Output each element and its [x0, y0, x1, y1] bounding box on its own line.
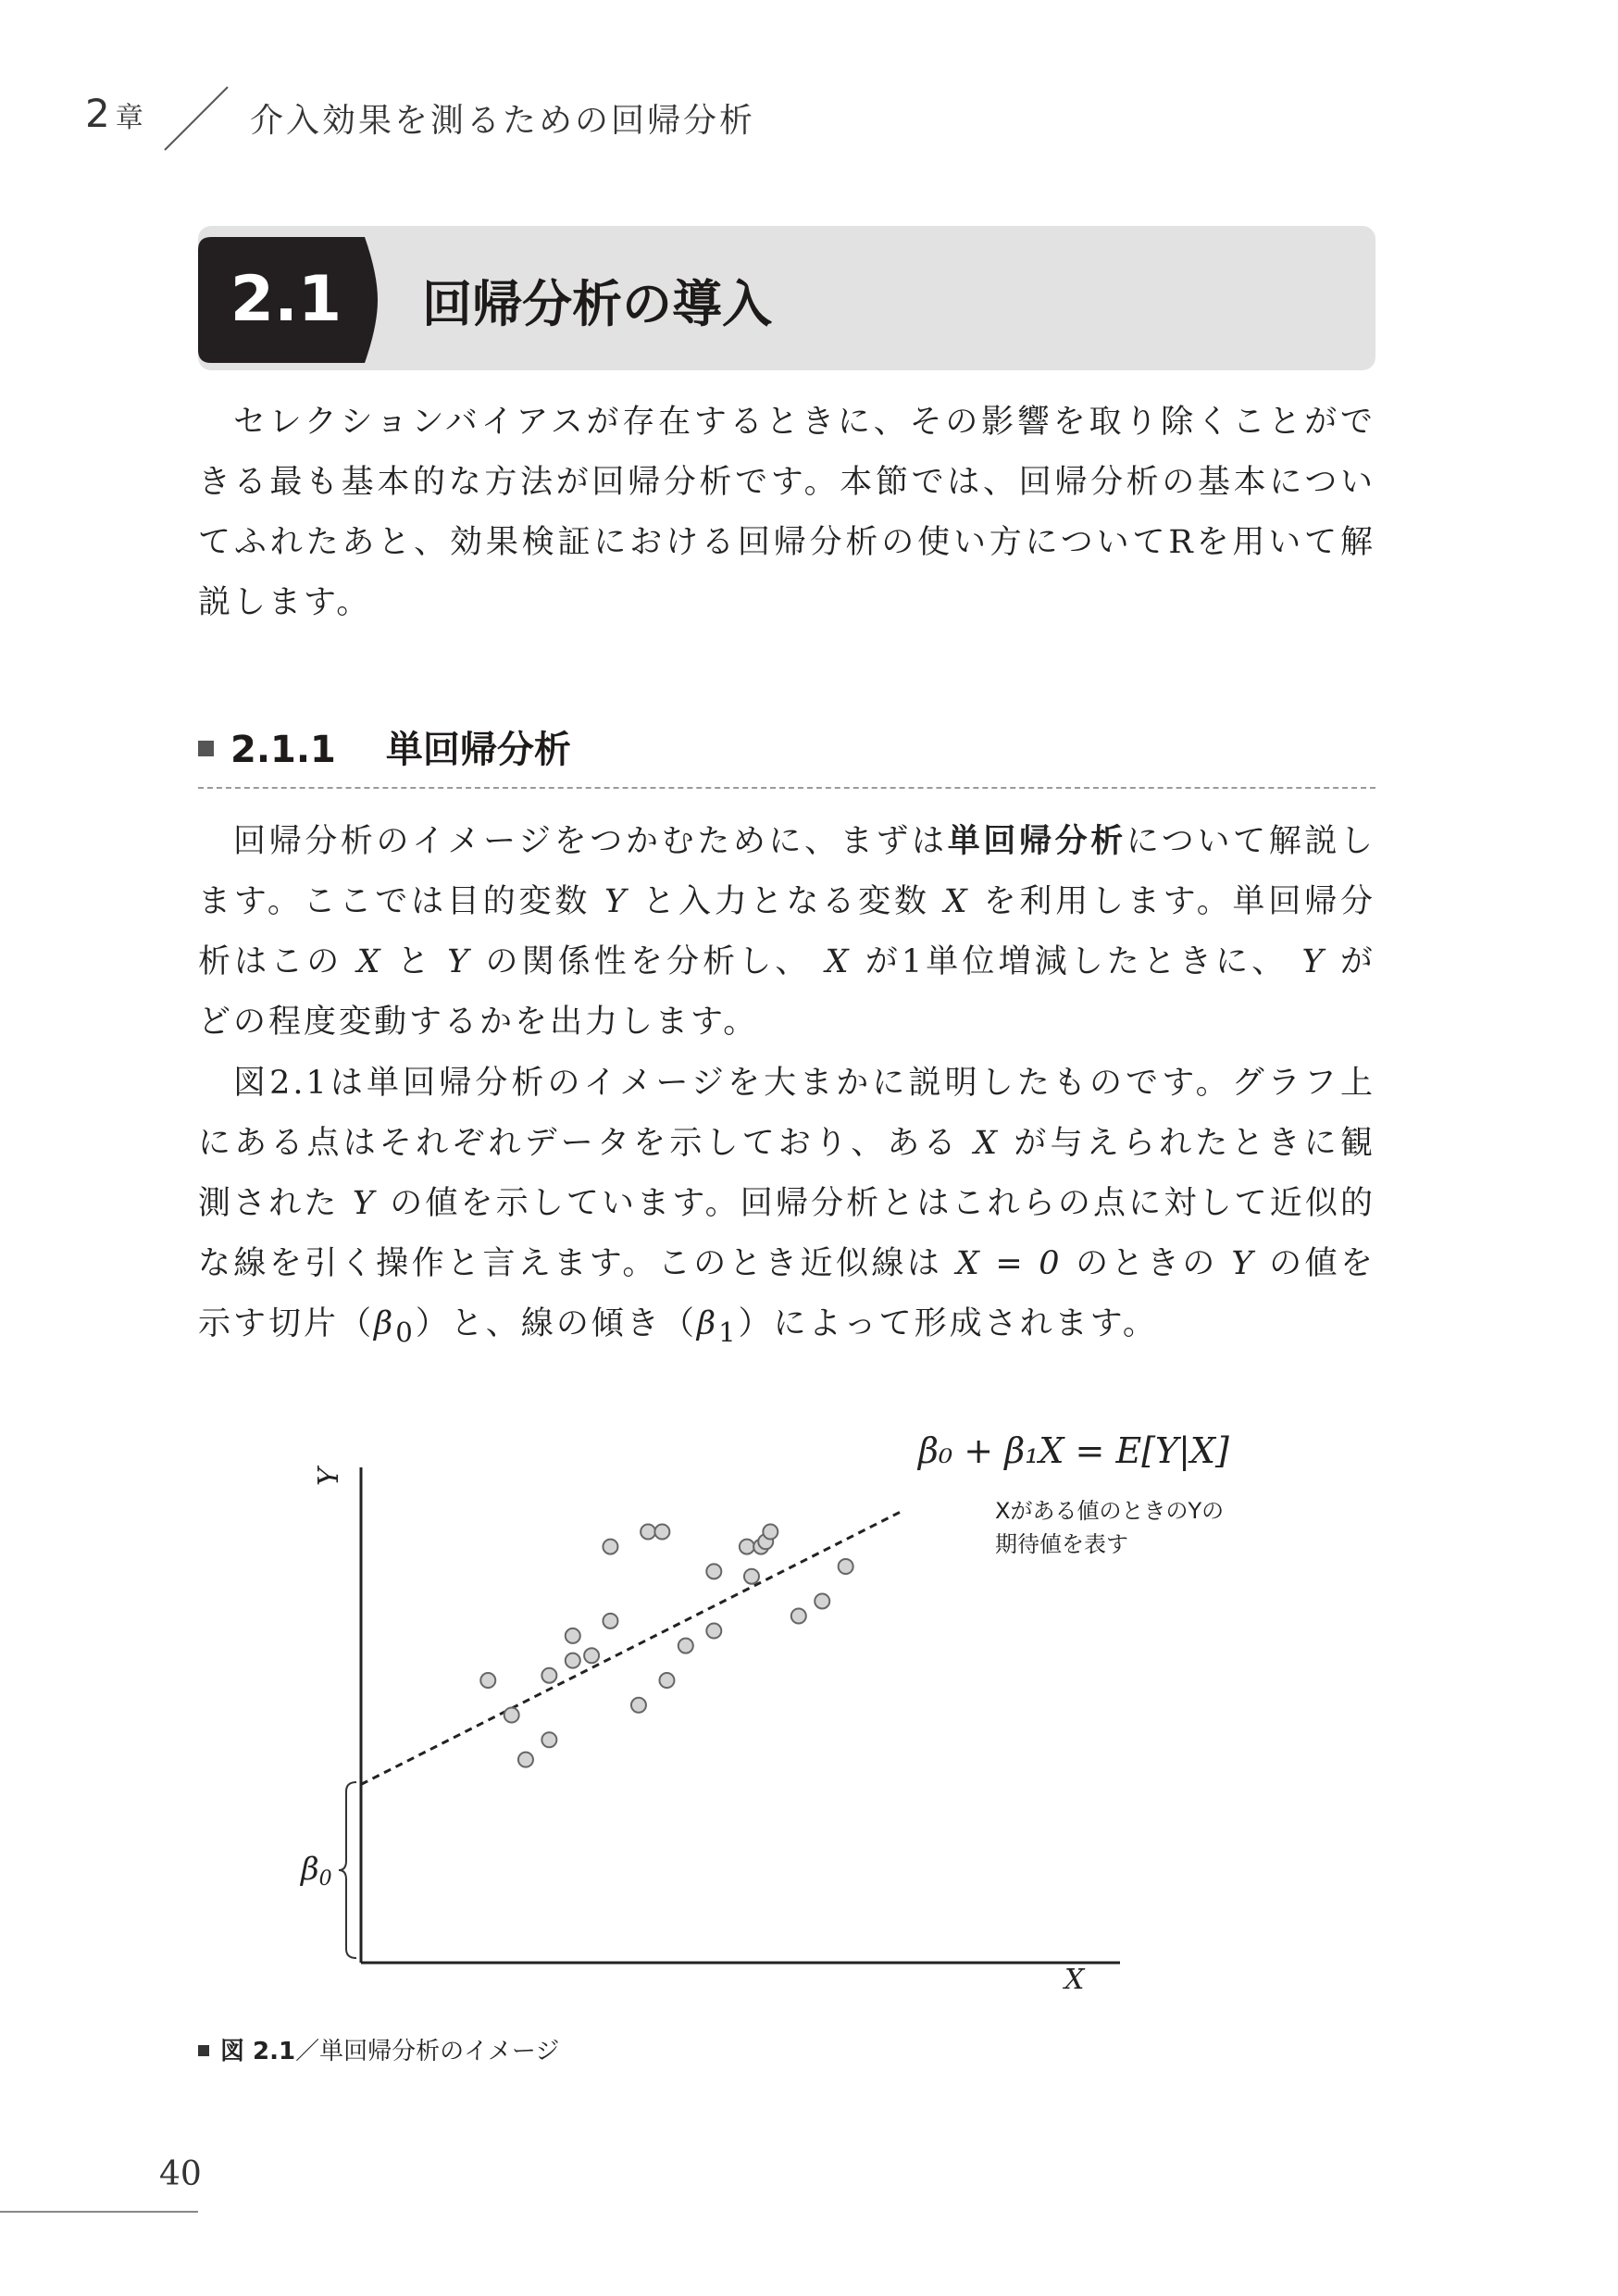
data-points-group [480, 1525, 853, 1767]
data-point [740, 1540, 754, 1554]
text-run: を利用します。単回帰分析はこの [198, 883, 1375, 980]
text-run: 図2.1は単回帰分析のイメージを大まかに説明したものです。グラフ上にある点はそれぞれデータを示しており、ある [198, 1065, 1375, 1162]
data-point [678, 1639, 693, 1653]
paragraph-figure-explanation [198, 1054, 1375, 1363]
text-run: と入力となる変数 [642, 883, 930, 920]
data-point [706, 1564, 721, 1578]
data-point [541, 1732, 556, 1747]
data-point [641, 1525, 655, 1540]
subsection-title: 単回帰分析 [385, 729, 571, 771]
figure-caption [198, 2032, 559, 2066]
math-var-x: X [825, 943, 852, 980]
intro-paragraph: セレクションバイアスが存在するときに、その影響を取り除くことができる最も基本的な方法が回帰分析です。本節では、回帰分析の基本についてふれたあと、効果検証における回帰分析の使い方についてRを用いて解説します。 [198, 404, 1375, 621]
text-run: の関係性を分析し、 [485, 943, 812, 980]
beta0-brace [339, 1782, 356, 1958]
math-var-y: Y [1301, 943, 1326, 980]
subsection-dashed-rule [198, 787, 1375, 789]
data-point [753, 1540, 768, 1554]
regression-line-group [361, 1511, 902, 1784]
data-point [706, 1624, 721, 1639]
math-var-y: Y [447, 943, 472, 980]
running-header-chapter [85, 91, 143, 136]
section-title: 回帰分析の導入 [422, 275, 772, 333]
data-point [744, 1569, 759, 1584]
text-run: が与えられたときに観測された [198, 1125, 1375, 1222]
data-point [603, 1540, 617, 1554]
annotation-line-1: Xがある値のときのYの [995, 1498, 1225, 1524]
y-axis-label: Y [313, 1467, 345, 1486]
data-point [654, 1525, 669, 1540]
math-eq: X = 0 [955, 1245, 1063, 1282]
text-run: が1単位増減したときに、 [865, 943, 1288, 980]
math-var-x: X [974, 1125, 1001, 1162]
data-point [791, 1609, 806, 1624]
text-run: の値を示す切片（ [198, 1245, 1375, 1342]
math-var-x: X [943, 883, 970, 920]
bold-term: 単回帰分析 [947, 823, 1126, 860]
subsection-heading [198, 720, 571, 773]
data-point [566, 1653, 580, 1668]
regression-line [361, 1511, 902, 1784]
subsection-number: 2.1.1 [230, 729, 336, 771]
math-sub1: 1 [718, 1316, 739, 1348]
math-var-y: Y [1231, 1245, 1256, 1282]
text-run: の値を示しています。回帰分析とはこれらの点に対して近似的な線を引く操作と言えます。このとき近似線は [198, 1185, 1375, 1282]
data-point [839, 1559, 853, 1574]
subsection-square-icon [198, 741, 214, 756]
caption-text: 単回帰分析のイメージ [319, 2038, 560, 2065]
text-run: のときの [1076, 1245, 1218, 1282]
math-beta0: β [374, 1305, 396, 1342]
x-axis-label: X [1064, 1964, 1085, 1996]
text-run: がどの程度変動するかを出力します。 [198, 943, 1375, 1041]
data-point [659, 1673, 674, 1688]
data-point [763, 1525, 778, 1540]
caption-square-icon [198, 2045, 209, 2056]
math-sub0: 0 [395, 1316, 416, 1348]
data-point [631, 1698, 646, 1713]
paragraph-simple-regression [198, 812, 1375, 1053]
header-slash-divider [159, 81, 233, 156]
data-point [518, 1753, 533, 1767]
section-banner [198, 226, 1375, 370]
data-point [584, 1648, 599, 1663]
caption-label: 図 2.1 [220, 2038, 296, 2065]
page-number: 40 [159, 2155, 202, 2193]
section-number: 2.1 [230, 263, 342, 336]
data-point [541, 1668, 556, 1683]
text-run: 回帰分析のイメージをつかむために、まずは [233, 823, 948, 860]
chapter-word: 章 [115, 102, 143, 134]
text-run: について解説します。ここでは目的変数 [198, 823, 1375, 920]
math-beta1: β [696, 1305, 719, 1342]
running-header-title: 介入効果を測るための回帰分析 [250, 102, 756, 140]
data-point [480, 1673, 495, 1688]
regression-equation: β₀ + β₁X = E[Y|X] [918, 1430, 1229, 1471]
footer-rule [0, 2211, 198, 2213]
math-var-y: Y [352, 1185, 377, 1222]
data-point [504, 1708, 519, 1723]
text-run: ）によって形成されます。 [738, 1305, 1158, 1342]
math-var-y: Y [604, 883, 629, 920]
data-point [603, 1614, 617, 1628]
data-point [758, 1534, 773, 1549]
chapter-number: 2 [85, 91, 110, 136]
text-run: と [396, 943, 433, 980]
beta0-label: β0 [301, 1851, 332, 1890]
data-point [566, 1628, 580, 1643]
annotation-line-2: 期待値を表す [995, 1531, 1128, 1557]
caption-separator: ／ [295, 2038, 320, 2065]
math-var-x: X [356, 943, 383, 980]
text-run: ）と、線の傾き（ [415, 1305, 697, 1342]
data-point [815, 1593, 829, 1608]
